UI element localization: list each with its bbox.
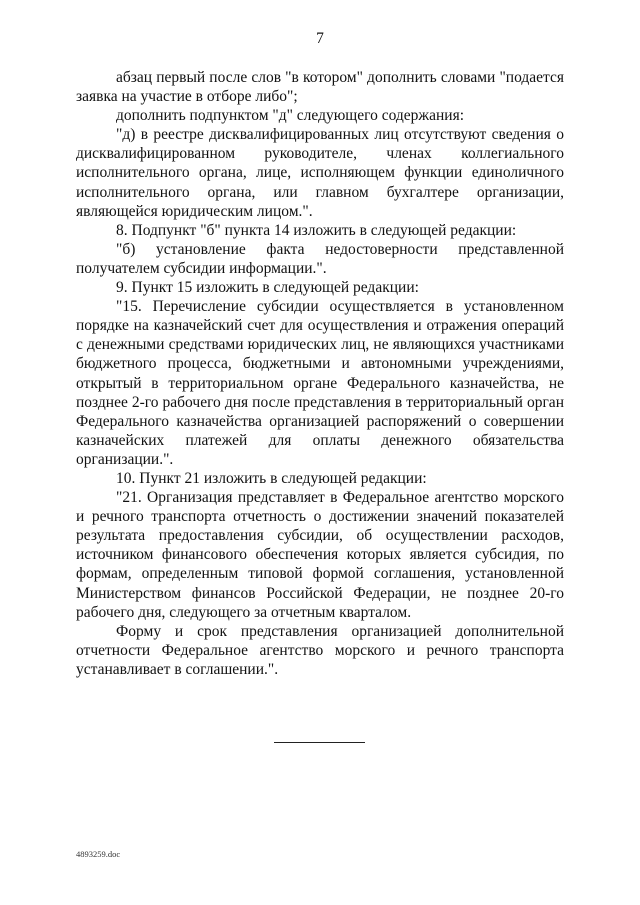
paragraph-podpunkt-d-text: "д) в реестре дисквалифицированных лиц отсутствуют сведения о дисквалифицированном руководителе, членах коллегиального исполнительного органа, лице, исполняющем функции единоличного исполнительного органа, или главном бухгалтере организации, являющейся юридическим лицом.". bbox=[76, 126, 564, 220]
paragraph-item-9: 9. Пункт 15 изложить в следующей редакции: bbox=[116, 279, 419, 297]
paragraph-punkt-15-text: "15. Перечисление субсидии осуществляется в установленном порядке на казначейский счет для осуществления и отражения операций с денежными средствами юридических лиц, не являющихся участниками бюджетного процесса, бюджетными и автономными учреждениями, открытый в территориальном органе Федерального казначейства, не позднее 2-го рабочего дня после представления в территориальный орган Федерального казначейства организацией распоряжений о совершении казначейских платежей для оплаты денежного обязательства организации.". bbox=[76, 298, 564, 468]
document-body bbox=[76, 68, 564, 679]
page-number: 7 bbox=[316, 30, 324, 47]
closing-divider-line bbox=[274, 742, 365, 743]
paragraph-abzac-pervyi: абзац первый после слов "в котором" дополнить словами "подается заявка на участие в отборе либо"; bbox=[76, 69, 564, 106]
document-code: 4893259.doc bbox=[76, 849, 121, 859]
paragraph-item-8: 8. Подпункт "б" пункта 14 изложить в следующей редакции: bbox=[116, 221, 517, 239]
paragraph-podpunkt-b-text: "б) установление факта недостоверности представленной получателем субсидии информации.". bbox=[76, 240, 564, 277]
paragraph-dopolnit-podpunktom-d: дополнить подпунктом "д" следующего содержания: bbox=[116, 107, 465, 125]
paragraph-formu-i-srok: Форму и срок представления организацией дополнительной отчетности Федеральное агентство морского и речного транспорта устанавливает в соглашении.". bbox=[76, 622, 564, 678]
paragraph-item-10: 10. Пункт 21 изложить в следующей редакции: bbox=[116, 469, 427, 487]
paragraph-punkt-21-text: "21. Организация представляет в Федеральное агентство морского и речного транспорта отчетность о достижении значений показателей результата предоставления субсидии, об осуществлении расходов, источником финансового обеспечения которых является субсидия, по формам, определенным типовой формой соглашения, установленной Министерством финансов Российской Федерации, не позднее 20-го рабочего дня, следующего за отчетным кварталом. bbox=[76, 489, 564, 621]
